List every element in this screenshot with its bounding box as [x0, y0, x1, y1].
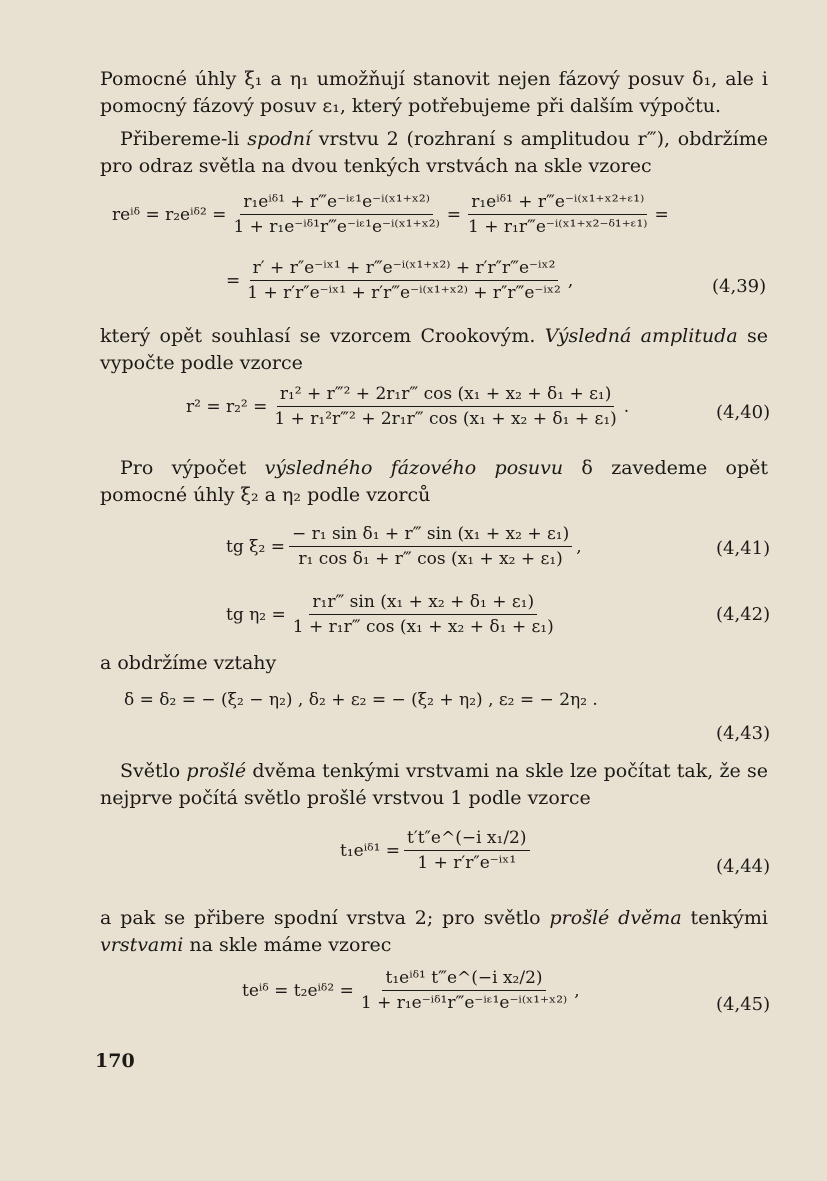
equation-number-4-41: (4,41)	[716, 538, 771, 559]
p3-start: který opět souhlasí se vzorcem Crookovým.	[100, 325, 545, 347]
eq44-numerator: t′t″e^(−i x₁/2)	[404, 828, 529, 851]
eq39-fraction-2	[465, 192, 650, 237]
eq45-fraction	[358, 968, 570, 1013]
paragraph-phase-shift	[100, 455, 768, 509]
eq45-lhs: teⁱᵟ = t₂eⁱᵟ² =	[242, 980, 354, 1001]
eq42-denominator: 1 + r₁r‴ cos (x₁ + x₂ + δ₁ + ε₁)	[292, 617, 554, 637]
eq39-f1-numerator: r₁eⁱᵟ¹ + r‴e⁻ⁱᵋ¹e⁻ⁱ⁽ˣ¹⁺ˣ²⁾	[240, 192, 433, 215]
eq39-equals-2: =	[654, 204, 669, 225]
eq45-denominator: 1 + r₁e⁻ⁱᵟ¹r‴e⁻ⁱᵋ¹e⁻ⁱ⁽ˣ¹⁺ˣ²⁾	[360, 993, 568, 1013]
eq39-equals-1: =	[446, 204, 462, 225]
eq39-f2-numerator: r₁eⁱᵟ¹ + r‴e⁻ⁱ⁽ˣ¹⁺ˣ²⁺ᵋ¹⁾	[468, 192, 647, 215]
eq40-denominator: 1 + r₁²r‴² + 2r₁r‴ cos (x₁ + x₂ + δ₁ + ε₁)	[274, 409, 617, 429]
p7-mid: tenkými	[681, 907, 769, 929]
equation-4-43	[124, 690, 598, 710]
paragraph-auxiliary-angles: Pomocné úhly ξ₁ a η₁ umožňují stanovit nejen fázový posuv δ₁, ale i pomocný fázový posuv ε₁, který potřebujeme při dalším výpočtu.	[100, 68, 768, 117]
equation-4-44	[340, 828, 534, 873]
equation-number-4-43: (4,43)	[716, 723, 771, 744]
eq44-denominator: 1 + r′r″e⁻ⁱˣ¹	[417, 853, 517, 873]
equation-4-39-line2: = $\frac{\text{r′ + r″e⁻ⁱˣ¹ + r‴e⁻ⁱ⁽ˣ¹⁺ˣ²⁾ + r′r″r‴e⁻ⁱˣ²}}{\text{1 + r′r″e⁻ⁱˣ¹ + r′r‴e⁻ⁱ⁽ˣ¹⁺ˣ²⁾ + r″r‴e⁻ⁱˣ²}}$ ,	[226, 258, 574, 303]
paragraph-second-layer	[100, 905, 768, 959]
p7-italic: prošlé dvěma	[549, 907, 682, 929]
eq41-fraction	[289, 524, 572, 569]
eq39-f1-denominator: 1 + r₁e⁻ⁱᵟ¹r‴e⁻ⁱᵋ¹e⁻ⁱ⁽ˣ¹⁺ˣ²⁾	[233, 217, 440, 237]
eq43-body: δ = δ₂ = − (ξ₂ − η₂) , δ₂ + ε₂ = − (ξ₂ + η₂) , ε₂ = − 2η₂ .	[124, 690, 598, 710]
eq42-numerator: r₁r‴ sin (x₁ + x₂ + δ₁ + ε₁)	[309, 592, 537, 615]
paragraph-relations: a obdržíme vztahy	[100, 652, 277, 674]
eq40-fraction	[271, 384, 619, 429]
paragraph-lower-layer	[100, 126, 768, 180]
eq45-numerator: t₁eⁱᵟ¹ t‴e^(−i x₂/2)	[382, 968, 545, 991]
paragraph-transmitted-light	[100, 758, 768, 812]
equation-number-4-42: (4,42)	[716, 604, 771, 625]
eq40-lhs: r² = r₂² =	[186, 396, 268, 417]
p4-italic: výsledného fázového posuvu	[264, 457, 564, 479]
eq39-fraction-1	[230, 192, 442, 237]
equation-4-40: r² = r₂² = $\frac{\text{r₁² + r‴² + 2r₁r‴ cos (x₁ + x₂ + δ₁ + ε₁)}}{\text{1 + r₁²r‴² + 2r₁r‴ cos (x₁ + x₂ + δ₁ + ε₁)}}$ .	[186, 384, 630, 429]
p3-italic: Výsledná amplituda	[544, 325, 738, 347]
eq40-numerator: r₁² + r‴² + 2r₁r‴ cos (x₁ + x₂ + δ₁ + ε₁)	[277, 384, 615, 407]
p6-italic: prošlé	[186, 760, 247, 782]
equation-number-4-45: (4,45)	[716, 994, 771, 1015]
eq39-f3-denominator: 1 + r′r″e⁻ⁱˣ¹ + r′r‴e⁻ⁱ⁽ˣ¹⁺ˣ²⁾ + r″r‴e⁻ⁱˣ²	[247, 283, 561, 303]
eq41-numerator: − r₁ sin δ₁ + r‴ sin (x₁ + x₂ + ε₁)	[289, 524, 572, 547]
p2-end: vrstvu 2 (rozhraní s amplitudou r‴), obdržíme pro odraz světla na dvou tenkých vrstvách na skle vzorec	[100, 128, 768, 177]
p3-end: se vypočte podle vzorce	[100, 325, 768, 374]
page-number: 170	[95, 1050, 135, 1072]
p6-start: Světlo	[120, 760, 187, 782]
p6-end: dvěma tenkými vrstvami na skle lze počítat tak, že se nejprve počítá světlo prošlé vrstvou 1 podle vzorce	[100, 760, 769, 809]
eq42-lhs: tg η₂ =	[226, 604, 286, 625]
equation-4-45: teⁱᵟ = t₂eⁱᵟ² = $\frac{\text{t₁eⁱᵟ¹ t‴e\textasciicircum{}(−i x₂/2)}}{\text{1 + r₁e⁻ⁱᵟ¹r‴e⁻ⁱᵋ¹e⁻ⁱ⁽ˣ¹⁺ˣ²⁾}}$ ,	[242, 968, 580, 1013]
p4-start: Pro výpočet	[120, 457, 265, 479]
p7-end: na skle máme vzorec	[183, 934, 392, 956]
eq41-denominator: r₁ cos δ₁ + r‴ cos (x₁ + x₂ + ε₁)	[298, 549, 563, 569]
eq39-f2-denominator: 1 + r₁r‴e⁻ⁱ⁽ˣ¹⁺ˣ²⁻ᵟ¹⁺ᵋ¹⁾	[468, 217, 648, 237]
eq42-fraction	[290, 592, 557, 637]
equation-4-39-line1	[112, 192, 669, 237]
equation-number-4-40: (4,40)	[716, 402, 771, 423]
equation-number-4-44: (4,44)	[716, 856, 771, 877]
equation-4-41: tg ξ₂ = $\frac{\text{− r₁ sin δ₁ + r‴ sin (x₁ + x₂ + ε₁)}}{\text{r₁ cos δ₁ + r‴ cos (x₁ + x₂ + ε₁)}}$ ,	[226, 524, 582, 569]
eq41-lhs: tg ξ₂ =	[226, 536, 285, 557]
p7-italic-2: vrstvami	[100, 934, 184, 956]
equation-number-4-39: (4,39)	[712, 276, 767, 297]
paragraph-crook-amplitude	[100, 323, 768, 377]
eq39-fraction-3	[244, 258, 564, 303]
p7-start: a pak se přibere spodní vrstva 2; pro světlo	[100, 907, 550, 929]
eq39-lhs: reⁱᵟ = r₂eⁱᵟ² =	[112, 204, 227, 225]
eq39-f3-numerator: r′ + r″e⁻ⁱˣ¹ + r‴e⁻ⁱ⁽ˣ¹⁺ˣ²⁾ + r′r″r‴e⁻ⁱˣ²	[250, 258, 559, 281]
eq44-fraction	[404, 828, 529, 873]
eq39-equals-3: =	[226, 270, 241, 291]
eq44-lhs: t₁eⁱᵟ¹ =	[340, 840, 401, 861]
p2-start: Přibereme-li	[120, 128, 248, 150]
p4-end: δ zavedeme opět pomocné úhly ξ₂ a η₂ podle vzorců	[100, 457, 768, 506]
equation-4-42	[226, 592, 561, 637]
p2-italic: spodní	[247, 128, 312, 150]
